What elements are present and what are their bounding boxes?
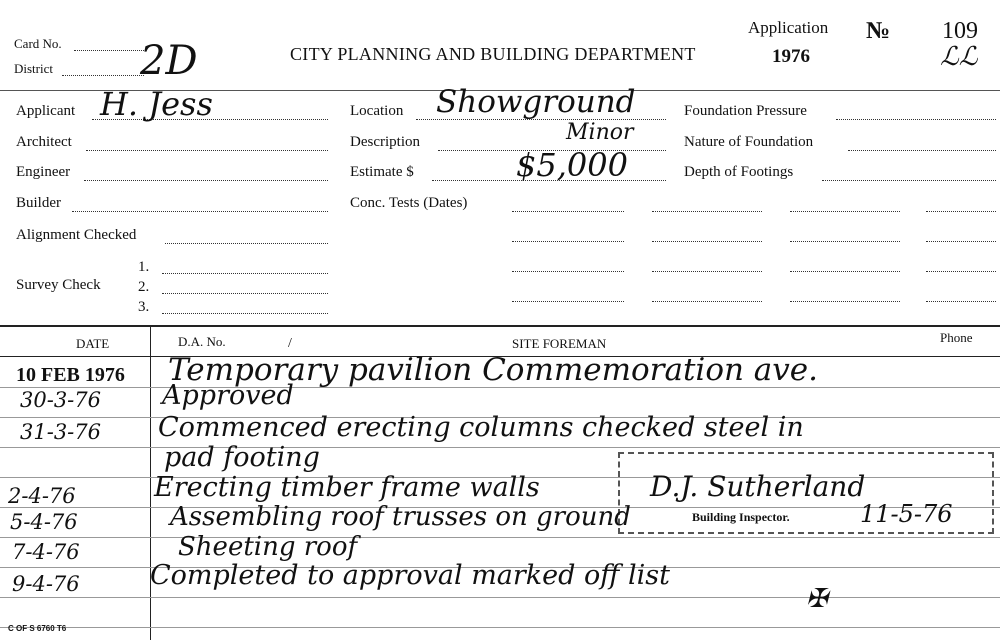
estimate-value: $5,000 (516, 146, 628, 184)
conc-line-3c (790, 271, 900, 272)
survey-line-2 (162, 293, 328, 294)
number-sign: № (866, 18, 891, 44)
col-date-header: DATE (76, 336, 110, 351)
nature-foundation-label: Nature of Foundation (684, 134, 814, 150)
conc-line-1c (790, 211, 900, 212)
survey-item-1: 1. (138, 259, 150, 275)
col-phone-header: Phone (940, 330, 973, 345)
log-date: 31-3-76 (20, 420, 101, 444)
inspector-date: 11-5-76 (860, 500, 953, 528)
form-code: C OF S 6760 T6 (8, 624, 67, 633)
district-value: 2D (140, 38, 198, 84)
initials-mark: ✠ (806, 584, 828, 614)
foundation-pressure-line (836, 119, 996, 120)
conc-line-4d (926, 301, 996, 302)
foundation-pressure-label: Foundation Pressure (684, 103, 807, 119)
log-date: 9-4-76 (12, 572, 80, 596)
conc-line-3b (652, 271, 762, 272)
conc-line-4c (790, 301, 900, 302)
application-year: 1976 (772, 46, 810, 67)
depth-footings-label: Depth of Footings (684, 164, 794, 180)
estimate-label: Estimate $ (350, 164, 414, 180)
conc-line-1d (926, 211, 996, 212)
location-value: Showground (436, 84, 636, 120)
inspector-signature: D.J. Sutherland (650, 470, 866, 503)
log-entry: Erecting timber frame walls (154, 472, 540, 503)
application-label: Application (748, 18, 829, 37)
col-da-no-header: D.A. No. (178, 334, 226, 349)
da-no-tick: / (288, 336, 292, 351)
alignment-label: Alignment Checked (16, 227, 137, 243)
log-entry: Commenced erecting columns checked steel in (158, 412, 804, 443)
conc-line-2c (790, 241, 900, 242)
conc-line-3a (512, 271, 624, 272)
conc-line-1a (512, 211, 624, 212)
log-entry: Sheeting roof (178, 532, 358, 562)
architect-line (86, 150, 328, 151)
log-entry: Assembling roof trusses on ground (170, 502, 631, 532)
applicant-value: H. Jess (100, 85, 213, 123)
applicant-label: Applicant (16, 103, 76, 119)
description-value: Minor (566, 120, 634, 145)
log-entry: Completed to approval marked off list (150, 560, 670, 591)
engineer-label: Engineer (16, 164, 71, 180)
survey-check-label: Survey Check (16, 277, 101, 293)
row-rule (0, 597, 1000, 598)
depth-footings-line (822, 180, 996, 181)
conc-line-2a (512, 241, 624, 242)
log-entry: Approved (162, 380, 294, 411)
builder-line (72, 211, 328, 212)
district-line (62, 75, 144, 76)
survey-line-1 (162, 273, 328, 274)
log-date: 5-4-76 (10, 510, 78, 534)
row-rule (0, 537, 1000, 538)
card-no-label: Card No. (14, 36, 62, 51)
department-title: CITY PLANNING AND BUILDING DEPARTMENT (290, 44, 696, 64)
conc-line-2b (652, 241, 762, 242)
survey-line-3 (162, 313, 328, 314)
builder-label: Builder (16, 195, 61, 211)
date-column-divider (150, 327, 151, 640)
row-rule (0, 627, 1000, 628)
conc-line-3d (926, 271, 996, 272)
log-date: 2-4-76 (8, 484, 76, 508)
nature-foundation-line (848, 150, 996, 151)
conc-tests-label: Conc. Tests (Dates) (350, 195, 468, 211)
location-label: Location (350, 103, 404, 119)
description-label: Description (350, 134, 420, 150)
engineer-line (84, 180, 328, 181)
card-no-line (74, 50, 144, 51)
conc-line-4a (512, 301, 624, 302)
survey-item-2: 2. (138, 279, 150, 295)
number-scribble: ℒℒ (940, 42, 978, 72)
inspector-role: Building Inspector. (692, 510, 790, 524)
row-rule (0, 447, 1000, 448)
application-number: 109 (942, 18, 978, 44)
conc-line-1b (652, 211, 762, 212)
log-date: 30-3-76 (20, 388, 101, 412)
alignment-line (165, 243, 328, 244)
conc-line-2d (926, 241, 996, 242)
architect-label: Architect (16, 134, 72, 150)
survey-item-3: 3. (138, 299, 150, 315)
conc-line-4b (652, 301, 762, 302)
log-entry: Temporary pavilion Commemoration ave. (168, 352, 819, 388)
log-date: 7-4-76 (12, 540, 80, 564)
district-label: District (14, 61, 53, 76)
col-site-foreman-header: SITE FOREMAN (512, 336, 607, 351)
log-date: 10 FEB 1976 (16, 364, 125, 386)
log-entry: pad footing (164, 442, 320, 473)
